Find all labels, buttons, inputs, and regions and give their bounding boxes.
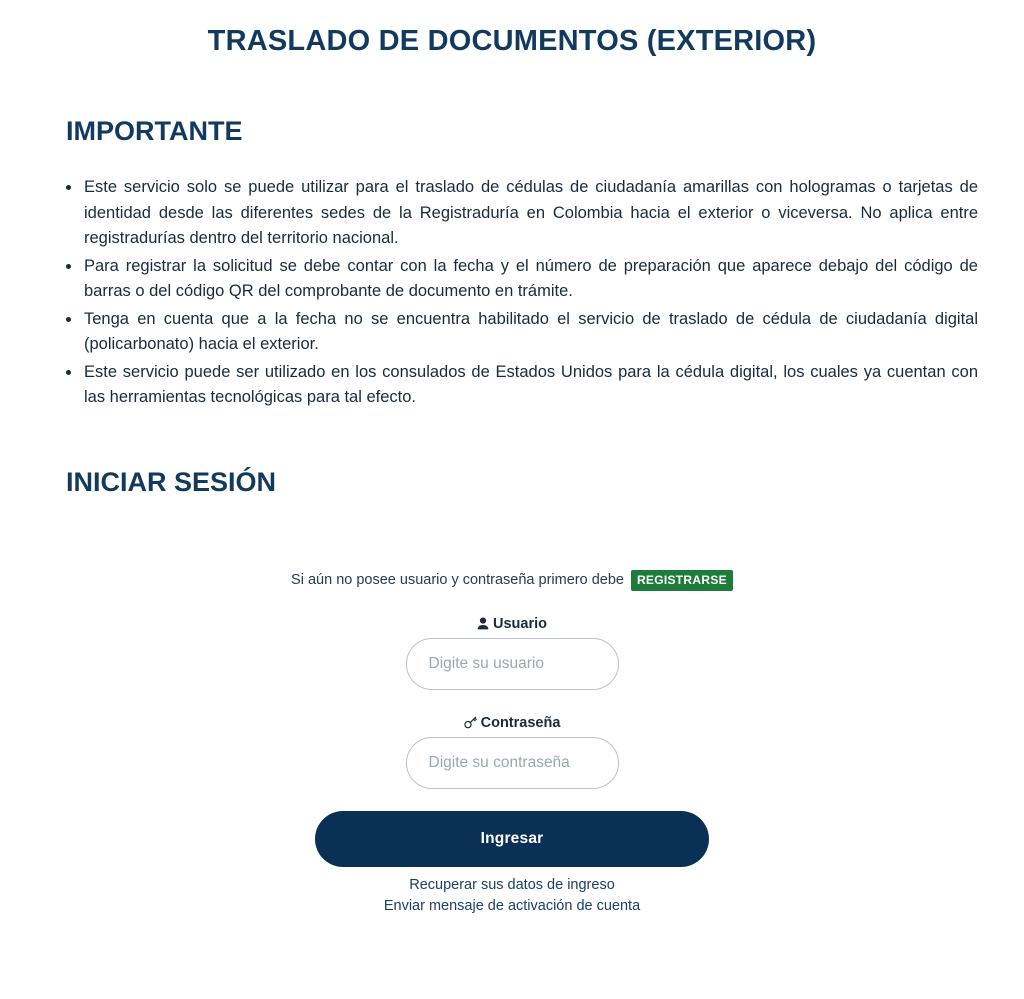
recover-credentials-link[interactable]: Recuperar sus datos de ingreso <box>409 876 615 893</box>
list-item: Este servicio solo se puede utilizar para el traslado de cédulas de ciudadanía amarillas con hologramas o tarjetas de identidad desde las diferentes sedes de la Registraduría en Colombia hacia el exterior o viceversa. No aplica entre registradurías dentro del territorio nacional. <box>66 175 978 252</box>
important-heading: IMPORTANTE <box>66 116 243 146</box>
important-bullet-list <box>0 175 1024 411</box>
password-field-group <box>406 690 619 789</box>
page-title: TRASLADO DE DOCUMENTOS (EXTERIOR) <box>207 25 817 57</box>
password-label <box>464 715 561 731</box>
login-heading: INICIAR SESIÓN <box>66 466 277 497</box>
password-label-text: Contraseña <box>480 714 561 731</box>
user-icon <box>477 617 489 630</box>
register-button[interactable]: REGISTRARSE <box>631 570 733 591</box>
password-input[interactable] <box>406 737 619 789</box>
username-label <box>477 616 547 632</box>
login-submit-button[interactable]: Ingresar <box>315 811 709 867</box>
username-field-group <box>406 591 619 690</box>
register-prompt-row <box>291 570 733 591</box>
list-item: Este servicio puede ser utilizado en los consulados de Estados Unidos para la cédula digital, los cuales ya cuentan con las herramientas tecnológicas para tal efecto. <box>66 360 978 411</box>
list-item: Para registrar la solicitud se debe contar con la fecha y el número de preparación que aparece debajo del código de barras o del código QR del comprobante de documento en trámite. <box>66 254 978 305</box>
login-form <box>0 570 1024 914</box>
account-activation-link[interactable]: Enviar mensaje de activación de cuenta <box>383 897 641 914</box>
key-icon <box>464 716 477 729</box>
username-input[interactable] <box>406 638 619 690</box>
register-prompt-text: Si aún no posee usuario y contraseña primero debe <box>291 572 624 588</box>
username-label-text: Usuario <box>493 615 547 632</box>
page-root <box>0 25 1024 999</box>
list-item: Tenga en cuenta que a la fecha no se encuentra habilitado el servicio de traslado de cédula de ciudadanía digital (policarbonato) hacia el exterior. <box>66 307 978 358</box>
